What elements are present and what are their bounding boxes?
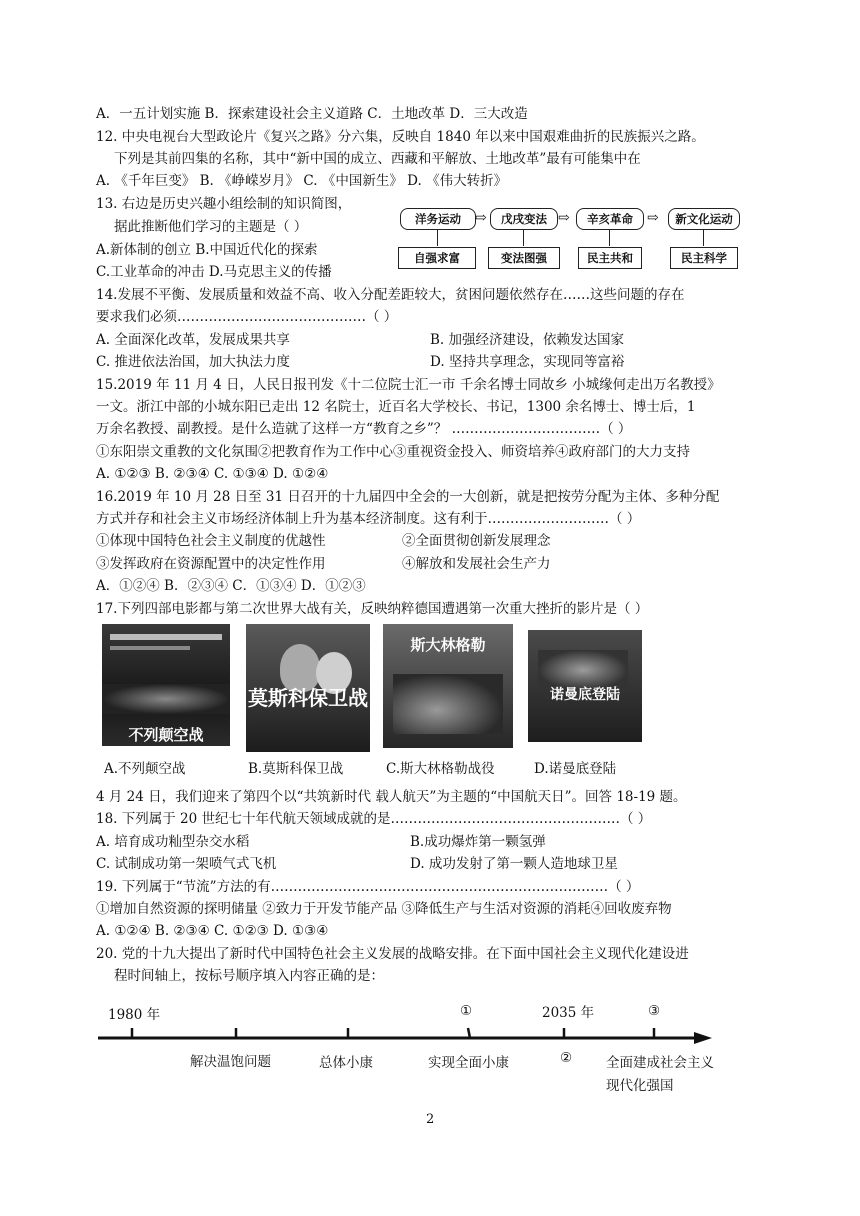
flow-top-2: 戊戌变法 — [490, 208, 558, 230]
q13-options-ab: A.新体制的创立 B.中国近代化的探索 — [96, 242, 318, 258]
movie-poster-title: 斯大林格勒 — [410, 636, 486, 654]
flow-arrow-icon: ⇨ — [647, 210, 659, 226]
q15-stem-line1: 15.2019 年 11 月 4 日，人民日报刊发《十二位院士汇一市 千余名博士同故乡 小城缘何走出万名教授》 — [96, 377, 721, 393]
timeline-label-food-clothing: 解决温饱问题 — [190, 1054, 271, 1070]
movie-poster-battle-of-britain — [102, 624, 230, 746]
movie-poster-title: 诺曼底登陆 — [550, 687, 620, 703]
timeline-label-2: ② — [560, 1050, 573, 1066]
movie-poster-stalingrad — [383, 624, 513, 748]
movie-caption-d: D.诺曼底登陆 — [534, 761, 617, 777]
flow-top-4: 新文化运动 — [668, 208, 740, 230]
q16-item-3: ③发挥政府在资源配置中的决定性作用 — [96, 556, 326, 572]
q20-stem-line1: 20. 党的十九大提出了新时代中国特色社会主义发展的战略安排。在下面中国社会主义现代化建设进 — [96, 946, 689, 962]
page-number: 2 — [426, 1112, 435, 1127]
q19-items: ①增加自然资源的探明储量 ②致力于开发节能产品 ③降低生产与生活对资源的消耗④回收废弃物 — [96, 901, 672, 917]
q14-option-c: C. 推进依法治国，加大执法力度 — [96, 354, 290, 370]
q14-option-a: A. 全面深化改革，发展成果共享 — [96, 332, 290, 348]
timeline-label-2035: 2035 年 — [542, 1005, 595, 1021]
q18-option-b: B.成功爆炸第一颗氢弹 — [410, 834, 546, 850]
q13-stem-line2: 据此推断他们学习的主题是（ ） — [114, 219, 308, 235]
q19-options: A. ①②④ B. ②③④ C. ①②③ D. ①③④ — [96, 923, 329, 939]
movie-poster-moscow — [246, 624, 370, 752]
flow-bottom-4: 民主科学 — [670, 247, 738, 269]
q18-option-d: D. 成功发射了第一颗人造地球卫星 — [410, 856, 618, 872]
timeline-label-modern-socialist-2: 现代化强国 — [606, 1078, 674, 1094]
q15-stem-line2: 一文。浙江中部的小城东阳已走出 12 名院士，近百名大学校长、书记，1300 余名博士、博士后，1 — [96, 399, 696, 415]
q15-items: ①东阳崇文重教的文化氛围②把教育作为工作中心③重视资金投入、师资培养④政府部门的大力支持 — [96, 444, 690, 460]
timeline-label-1980: 1980 年 — [108, 1007, 161, 1023]
q18-stem: 18. 下列属于 20 世纪七十年代航天领域成就的是……………………………………………（ ） — [96, 811, 652, 827]
flow-arrow-icon: ⇨ — [558, 210, 570, 226]
q12-stem-line1: 12. 中央电视台大型政论片《复兴之路》分六集，反映自 1840 年以来中国艰难曲折的民族振兴之路。 — [96, 129, 705, 145]
q19-stem: 19. 下列属于“节流”方法的有…………………………………………………………………（ ） — [96, 879, 640, 895]
flow-arrow-icon: ⇨ — [475, 210, 487, 226]
q14-stem-line1: 14.发展不平衡、发展质量和效益不高、收入分配差距较大，贫困问题依然存在……这些问题的存在 — [96, 287, 685, 303]
flow-connector — [437, 230, 438, 246]
q16-stem-line2: 方式并存和社会主义市场经济体制上升为基本经济制度。这有利于………………………（ ） — [96, 511, 641, 527]
q16-item-4: ④解放和发展社会生产力 — [402, 556, 551, 572]
timeline-label-overall-xiaokang: 总体小康 — [319, 1055, 373, 1071]
movie-poster-title: 莫斯科保卫战 — [248, 686, 368, 710]
q16-item-1: ①体现中国特色社会主义制度的优越性 — [96, 533, 326, 549]
timeline-label-full-xiaokang: 实现全面小康 — [428, 1055, 509, 1071]
flow-connector — [523, 230, 524, 246]
q16-stem-line1: 16.2019 年 10 月 28 日至 31 日召开的十九届四中全会的一大创新，就是把按劳分配为主体、多种分配 — [96, 489, 720, 505]
q13-options-cd: C.工业革命的冲击 D.马克思主义的传播 — [96, 264, 332, 280]
q15-options: A. ①②③ B. ②③④ C. ①③④ D. ①②④ — [96, 466, 329, 482]
q18-option-a: A. 培育成功籼型杂交水稻 — [96, 834, 250, 850]
flow-top-3: 辛亥革命 — [576, 208, 644, 230]
flow-bottom-3: 民主共和 — [578, 247, 642, 269]
flow-bottom-2: 变法图强 — [488, 247, 560, 269]
flow-top-1: 洋务运动 — [400, 208, 476, 230]
q14-option-d: D. 坚持共享理念，实现同等富裕 — [430, 354, 625, 370]
movie-caption-c: C.斯大林格勒战役 — [386, 761, 495, 777]
timeline-label-3: ③ — [648, 1003, 661, 1019]
q20-stem-line2: 程时间轴上，按标号顺序填入内容正确的是： — [114, 968, 384, 984]
q18-intro: 4 月 24 日，我们迎来了第四个以“共筑新时代 载人航天”为主题的“中国航天日”。回答 18-19 题。 — [96, 789, 687, 805]
q16-options: A．①②④ B．②③④ C．①③④ D．①②③ — [96, 578, 366, 594]
movie-caption-b: B.莫斯科保卫战 — [248, 761, 344, 777]
q14-stem-line2: 要求我们必须……………………………………（ ） — [96, 309, 398, 325]
flow-bottom-1: 自强求富 — [398, 247, 476, 269]
movie-poster-normandy — [528, 630, 642, 742]
q17-stem: 17.下列四部电影都与第二次世界大战有关，反映纳粹德国遭遇第一次重大挫折的影片是（ ） — [96, 601, 649, 617]
q11-options: A．一五计划实施 B．探索建设社会主义道路 C．土地改革 D．三大改造 — [96, 106, 528, 122]
q14-option-b: B. 加强经济建设，依赖发达国家 — [430, 332, 625, 348]
movie-poster-title: 不列颠空战 — [128, 726, 204, 744]
q16-item-2: ②全面贯彻创新发展理念 — [402, 533, 551, 549]
timeline-label-1: ① — [460, 1003, 473, 1019]
flow-connector — [703, 230, 704, 246]
q12-stem-line2: 下列是其前四集的名称，其中“新中国的成立、西藏和平解放、土地改革”最有可能集中在 — [114, 151, 641, 167]
flow-connector — [609, 230, 610, 246]
movie-caption-a: A.不列颠空战 — [104, 761, 186, 777]
q18-option-c: C. 试制成功第一架喷气式飞机 — [96, 856, 277, 872]
q12-options: A. 《千年巨变》 B. 《峥嵘岁月》 C. 《中国新生》 D. 《伟大转折》 — [96, 173, 508, 189]
q13-stem-line1: 13. 右边是历史兴趣小组绘制的知识简图， — [96, 196, 352, 212]
timeline-label-modern-socialist-1: 全面建成社会主义 — [606, 1055, 714, 1071]
q15-stem-line3: 万余名教授、副教授。是什么造就了这样一方“教育之乡”？ ……………………………（ ） — [96, 421, 632, 437]
